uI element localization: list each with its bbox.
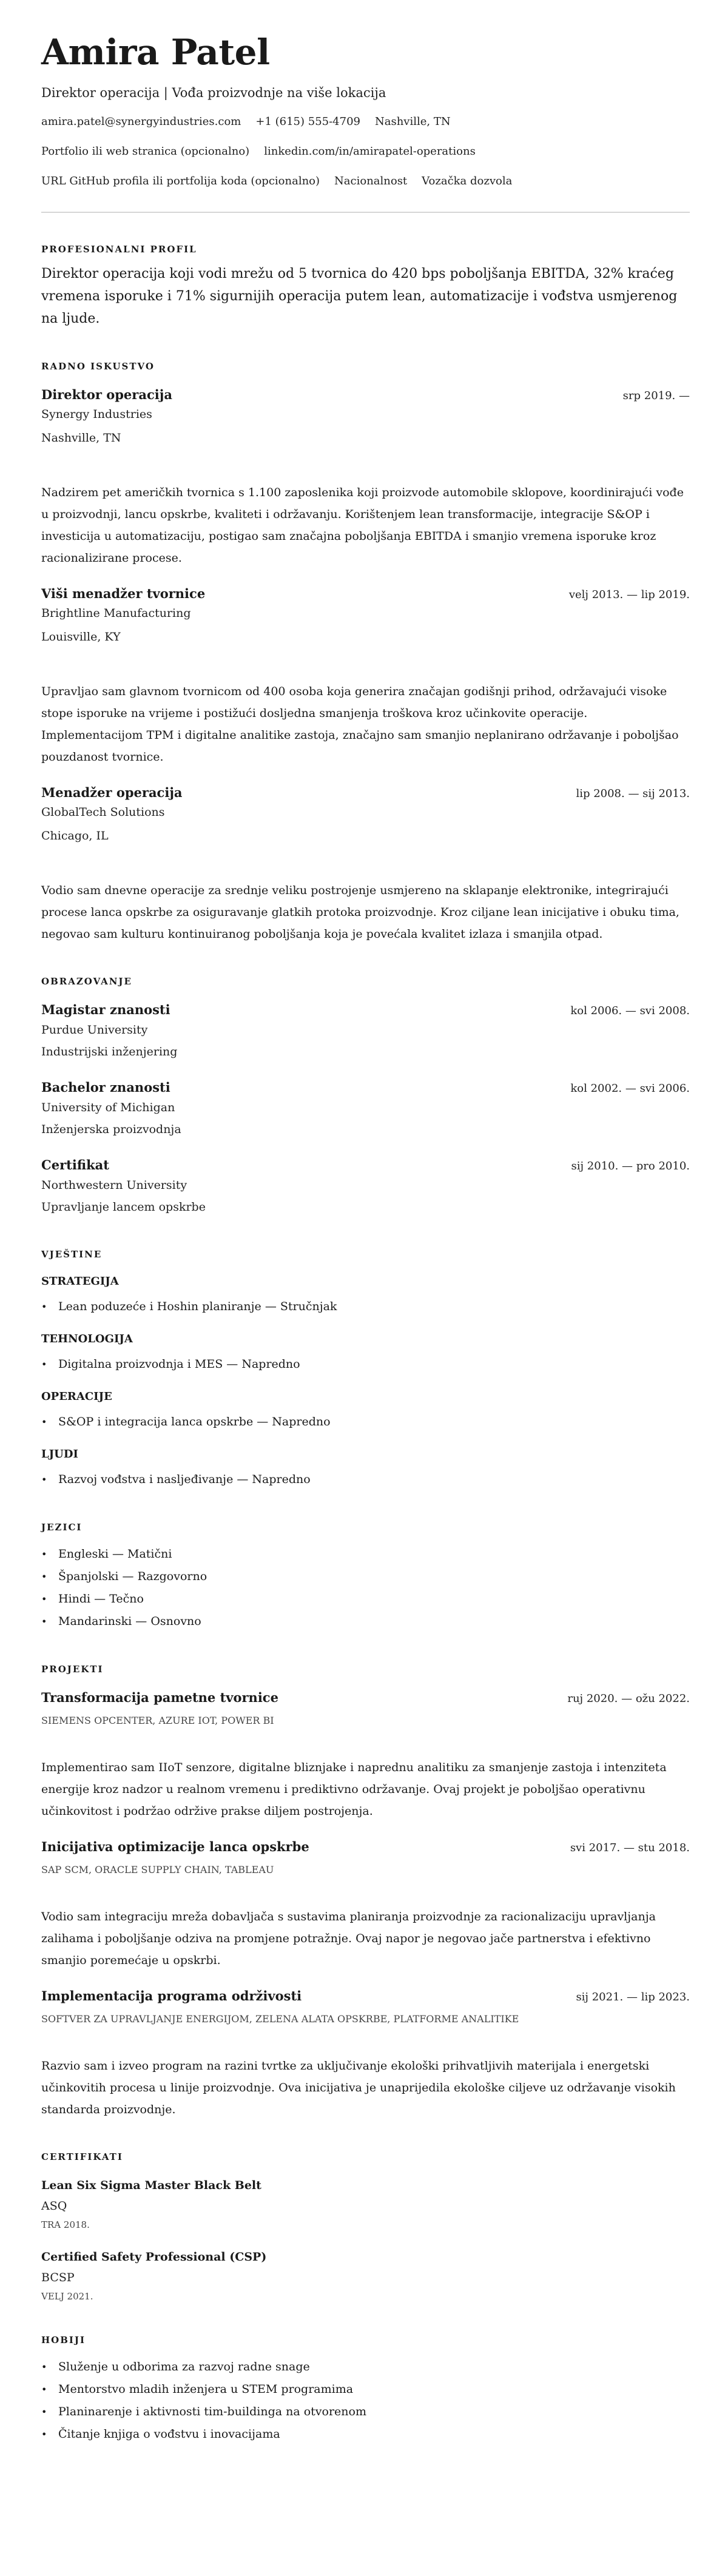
job-header: [41, 386, 690, 404]
github-link[interactable]: URL GitHub profila ili portfolija koda (opcionalno): [41, 175, 320, 187]
skill-items: [41, 1468, 690, 1491]
school-name: University of Michigan: [41, 1101, 175, 1114]
school-name: Northwestern University: [41, 1179, 187, 1192]
project-header: [41, 1987, 690, 2005]
certificate-date: TRA 2018.: [41, 2219, 90, 2230]
language-item: • Španjolski — Razgovorno: [41, 1565, 690, 1588]
profile-summary: Direktor operacija koji vodi mrežu od 5 tvornica do 420 bps poboljšanja EBITDA, 32% kraćeg vremena isporuke i 71% sigurnijih operacija putem lean, automatizacije i vođstva usmjerenog na ljude.: [41, 266, 678, 326]
languages-list: [41, 1543, 690, 1633]
contact-info: [41, 107, 690, 196]
drivers-license: Vozačka dozvola: [422, 175, 513, 187]
skill-items: [41, 1296, 690, 1318]
section-heading-languages: JEZICI: [41, 1522, 83, 1533]
skill-category: STRATEGIJA: [41, 1275, 119, 1288]
projects-list: [41, 1689, 690, 2120]
certificate-issuer: ASQ: [41, 2199, 67, 2213]
hobby-item: • Čitanje knjiga o vođstvu i inovacijama: [41, 2423, 690, 2446]
project-dates: ruj 2020. — ožu 2022.: [567, 1692, 690, 1705]
certificates-list: [41, 2176, 690, 2304]
job-dates: lip 2008. — sij 2013.: [576, 787, 690, 800]
project-technologies: SIEMENS OPCENTER, AZURE IOT, POWER BI: [41, 1715, 274, 1726]
header-divider: [41, 212, 690, 213]
job-dates: srp 2019. —: [622, 389, 690, 402]
project-entry: [41, 1838, 690, 1971]
hobbies-list: [41, 2356, 690, 2446]
language-item: • Hindi — Tečno: [41, 1588, 690, 1610]
education-header: [41, 1001, 690, 1019]
experience-list: [41, 386, 690, 945]
education-list: [41, 1001, 690, 1218]
certificate-date: VELJ 2021.: [41, 2291, 93, 2302]
certificate-name: Lean Six Sigma Master Black Belt: [41, 2179, 261, 2192]
field-of-study: Upravljanje lancem opskrbe: [41, 1200, 206, 1214]
language-item: • Mandarinski — Osnovno: [41, 1610, 690, 1633]
degree: Bachelor znanosti: [41, 1080, 170, 1095]
project-header: [41, 1838, 690, 1856]
nationality: Nacionalnost: [334, 175, 408, 187]
job-location: Chicago, IL: [41, 829, 109, 842]
education-dates: sij 2010. — pro 2010.: [571, 1160, 690, 1172]
job-description: Vodio sam dnevne operacije za srednje veliku postrojenje usmjereno na sklapanje elektronike, integrirajući procese lanca opskrbe za osiguravanje glatkih protoka proizvodnje. Kroz ciljane lean inicijative i obuku tima, negovao sam kulturu kontinuiranog poboljšanja koja je povećala kvalitet izlaza i smanjila otpad.: [41, 884, 679, 941]
location: Nashville, TN: [375, 115, 451, 128]
hobby-item: • Mentorstvo mladih inženjera u STEM programima: [41, 2378, 690, 2401]
project-description: Vodio sam integraciju mreža dobavljača s sustavima planiranja proizvodnje za racionalizaciju upravljanja zalihama i poboljšanje odziva na promjene potražnje. Ovaj napor je negovao jače partnerstva i efektivno smanjio poremećaje u opskrbi.: [41, 1910, 656, 1967]
job-entry: [41, 784, 690, 945]
school-name: Purdue University: [41, 1023, 148, 1037]
job-description: Upravljao sam glavnom tvornicom od 400 osoba koja generira značajan godišnji prihod, održavajući visoke stope isporuke na vrijeme i postižući dosljedna smanjenja troškova kroz učinkovite operacije. Implementacijom TPM i digitalne analitike zastoja, značajno sam smanjio neplanirano održavanje i poboljšao pouzdanost tvornice.: [41, 685, 679, 764]
company-name: Synergy Industries: [41, 408, 152, 421]
linkedin-link[interactable]: linkedin.com/in/amirapatel-operations: [264, 145, 476, 158]
section-heading-projects: PROJEKTI: [41, 1664, 104, 1675]
job-title: Menadžer operacija: [41, 785, 183, 800]
section-heading-certificates: CERTIFIKATI: [41, 2151, 123, 2162]
project-dates: svi 2017. — stu 2018.: [570, 1841, 690, 1854]
portfolio-link[interactable]: Portfolio ili web stranica (opcionalno): [41, 145, 250, 158]
skill-items: [41, 1353, 690, 1376]
education-dates: kol 2002. — svi 2006.: [570, 1082, 690, 1095]
job-title: Viši menadžer tvornice: [41, 586, 206, 601]
project-technologies: SAP SCM, ORACLE SUPPLY CHAIN, TABLEAU: [41, 1864, 274, 1875]
company-name: Brightline Manufacturing: [41, 607, 191, 620]
job-location: Louisville, KY: [41, 630, 121, 644]
contact-row: [41, 166, 690, 196]
project-title: Implementacija programa održivosti: [41, 1988, 302, 2003]
field-of-study: Industrijski inženjering: [41, 1045, 178, 1058]
contact-row: [41, 107, 690, 136]
skill-item: • Digitalna proizvodnja i MES — Napredno: [41, 1353, 690, 1376]
skill-category: LJUDI: [41, 1448, 78, 1461]
language-item: • Engleski — Matični: [41, 1543, 690, 1565]
job-header: [41, 784, 690, 802]
skill-item: • S&OP i integracija lanca opskrbe — Napredno: [41, 1411, 690, 1433]
education-entry: [41, 1156, 690, 1218]
education-header: [41, 1078, 690, 1097]
education-entry: [41, 1078, 690, 1140]
job-title: Direktor operacija: [41, 387, 172, 402]
skill-category: TEHNOLOGIJA: [41, 1333, 133, 1345]
skill-item: • Razvoj vođstva i nasljeđivanje — Napredno: [41, 1468, 690, 1491]
candidate-name: Amira Patel: [41, 32, 270, 73]
project-entry: [41, 1689, 690, 1822]
section-heading-hobbies: HOBIJI: [41, 2335, 86, 2346]
skills-list: [41, 1274, 690, 1491]
project-description: Implementirao sam IIoT senzore, digitalne bliznjake i naprednu analitiku za smanjenje zastoja i intenziteta energije kroz nadzor u realnom vremenu i prediktivno održavanje. Ovaj projekt je poboljšao operativnu učinkovitost i podržao održive prakse diljem postrojenja.: [41, 1761, 667, 1818]
section-heading-education: OBRAZOVANJE: [41, 976, 132, 987]
skill-item: • Lean poduzeće i Hoshin planiranje — Stručnjak: [41, 1296, 690, 1318]
hobby-item: • Planinarenje i aktivnosti tim-buildinga na otvorenom: [41, 2401, 690, 2423]
education-header: [41, 1156, 690, 1174]
section-heading-experience: RADNO ISKUSTVO: [41, 361, 155, 372]
job-dates: velj 2013. — lip 2019.: [568, 588, 690, 601]
project-entry: [41, 1987, 690, 2120]
job-header: [41, 585, 690, 603]
project-dates: sij 2021. — lip 2023.: [576, 1991, 690, 2003]
section-heading-skills: VJEŠTINE: [41, 1249, 103, 1260]
job-entry: [41, 386, 690, 569]
job-entry: [41, 585, 690, 768]
certificate-issuer: BCSP: [41, 2271, 75, 2284]
project-description: Razvio sam i izveo program na razini tvrtke za uključivanje ekološki prihvatljivih materijala i energetski učinkovitih procesa u linije proizvodnje. Ova inicijativa je unaprijedila ekološke ciljeve uz održavanje visokih standarda proizvodnje.: [41, 2059, 676, 2116]
skill-items: [41, 1411, 690, 1433]
skill-category: OPERACIJE: [41, 1390, 112, 1403]
section-heading-profile: PROFESIONALNI PROFIL: [41, 244, 197, 255]
certificate-entry: [41, 2176, 690, 2232]
project-title: Inicijativa optimizacije lanca opskrbe: [41, 1839, 309, 1854]
contact-row: [41, 136, 690, 166]
certificate-entry: [41, 2248, 690, 2304]
job-description: Nadzirem pet američkih tvornica s 1.100 zaposlenika koji proizvode automobile sklopove, koordinirajući vođe u proizvodnji, lancu opskrbe, kvaliteti i održavanju. Korištenjem lean transformacije, integracije S&OP i investicija u automatizaciju, postigao sam značajna poboljšanja EBITDA i smanjio vremena isporuke kroz racionalizirane procese.: [41, 486, 684, 565]
project-title: Transformacija pametne tvornice: [41, 1690, 278, 1705]
project-technologies: SOFTVER ZA UPRAVLJANJE ENERGIJOM, ZELENA ALATA OPSKRBE, PLATFORME ANALITIKE: [41, 2013, 519, 2025]
hobby-item: • Služenje u odborima za razvoj radne snage: [41, 2356, 690, 2378]
headline: Direktor operacija | Vođa proizvodnje na više lokacija: [41, 86, 386, 100]
email[interactable]: amira.patel@synergyindustries.com: [41, 115, 241, 128]
degree: Certifikat: [41, 1157, 109, 1172]
field-of-study: Inženjerska proizvodnja: [41, 1123, 181, 1136]
job-location: Nashville, TN: [41, 431, 121, 445]
education-dates: kol 2006. — svi 2008.: [570, 1004, 690, 1017]
degree: Magistar znanosti: [41, 1002, 170, 1017]
company-name: GlobalTech Solutions: [41, 805, 165, 819]
phone: +1 (615) 555-4709: [255, 115, 360, 128]
education-entry: [41, 1001, 690, 1063]
project-header: [41, 1689, 690, 1707]
certificate-name: Certified Safety Professional (CSP): [41, 2250, 267, 2264]
